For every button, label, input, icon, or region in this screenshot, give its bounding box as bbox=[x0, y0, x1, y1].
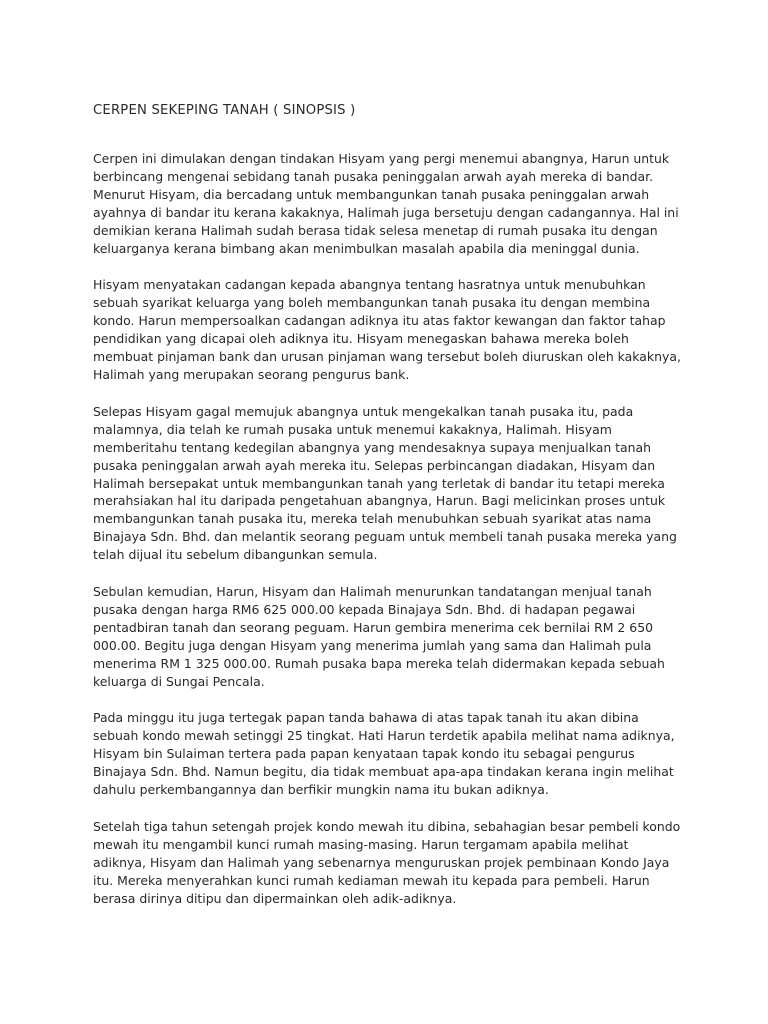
paragraph-3: Selepas Hisyam gagal memujuk abangnya untuk mengekalkan tanah pusaka itu, pada malamnya, dia telah ke rumah pusaka untuk menemui kakaknya, Halimah. Hisyam memberitahu tentang kedegilan abangnya yang mendesaknya supaya menjualkan tanah pusaka peninggalan arwah ayah mereka itu. Selepas perbincangan diadakan, Hisyam dan Halimah bersepakat untuk membangunkan tanah yang terletak di bandar itu tetapi mereka merahsiakan hal itu daripada pengetahuan abangnya, Harun. Bagi melicinkan proses untuk membangunkan tanah pusaka itu, mereka telah menubuhkan sebuah syarikat atas nama Binajaya Sdn. Bhd. dan melantik seorang peguam untuk membeli tanah pusaka mereka yang telah dijual itu sebelum dibangunkan semula. bbox=[93, 403, 677, 563]
document-body bbox=[93, 102, 683, 927]
paragraph-2: Hisyam menyatakan cadangan kepada abangnya tentang hasratnya untuk menubuhkan sebuah syarikat keluarga yang boleh membangunkan tanah pusaka itu dengan membina kondo. Harun mempersoalkan cadangan adiknya itu atas faktor kewangan dan faktor tahap pendidikan yang dicapai oleh adiknya itu. Hisyam menegaskan bahawa mereka boleh membuat pinjaman bank dan urusan pinjaman wang tersebut boleh diuruskan oleh kakaknya, Halimah yang merupakan seorang pengurus bank. bbox=[93, 277, 681, 382]
paragraph-5: Pada minggu itu juga tertegak papan tanda bahawa di atas tapak tanah itu akan dibina sebuah kondo mewah setinggi 25 tingkat. Hati Harun terdetik apabila melihat nama adiknya, Hisyam bin Sulaiman tertera pada papan kenyataan tapak kondo itu sebagai pengurus Binajaya Sdn. Bhd. Namun begitu, dia tidak membuat apa-apa tindakan kerana ingin melihat dahulu perkembangannya dan berfikir mungkin nama itu bukan adiknya. bbox=[93, 710, 675, 798]
paragraph-1: Cerpen ini dimulakan dengan tindakan Hisyam yang pergi menemui abangnya, Harun untuk berbincang mengenai sebidang tanah pusaka peninggalan arwah ayah mereka di bandar. Menurut Hisyam, dia bercadang untuk membangunkan tanah pusaka peninggalan arwah ayahnya di bandar itu kerana kakaknya, Halimah juga bersetuju dengan cadangannya. Hal ini demikian kerana Halimah sudah berasa tidak selesa menetap di rumah pusaka itu dengan keluarganya kerana bimbang akan menimbulkan masalah apabila dia meninggal dunia. bbox=[93, 151, 679, 256]
paragraph-4: Sebulan kemudian, Harun, Hisyam dan Halimah menurunkan tandatangan menjual tanah pusaka dengan harga RM6 625 000.00 kepada Binajaya Sdn. Bhd. di hadapan pegawai pentadbiran tanah dan seorang peguam. Harun gembira menerima cek bernilai RM 2 650 000.00. Begitu juga dengan Hisyam yang menerima jumlah yang sama dan Halimah pula menerima RM 1 325 000.00. Rumah pusaka bapa mereka telah didermakan kepada sebuah keluarga di Sungai Pencala. bbox=[93, 584, 665, 689]
document-title: CERPEN SEKEPING TANAH ( SINOPSIS ) bbox=[93, 103, 356, 118]
paragraph-6: Setelah tiga tahun setengah projek kondo mewah itu dibina, sebahagian besar pembeli kondo mewah itu mengambil kunci rumah masing-masing. Harun tergamam apabila melihat adiknya, Hisyam dan Halimah yang sebenarnya menguruskan projek pembinaan Kondo Jaya itu. Mereka menyerahkan kunci rumah kediaman mewah itu kepada para pembeli. Harun berasa dirinya ditipu dan dipermainkan oleh adik-adiknya. bbox=[93, 819, 681, 906]
